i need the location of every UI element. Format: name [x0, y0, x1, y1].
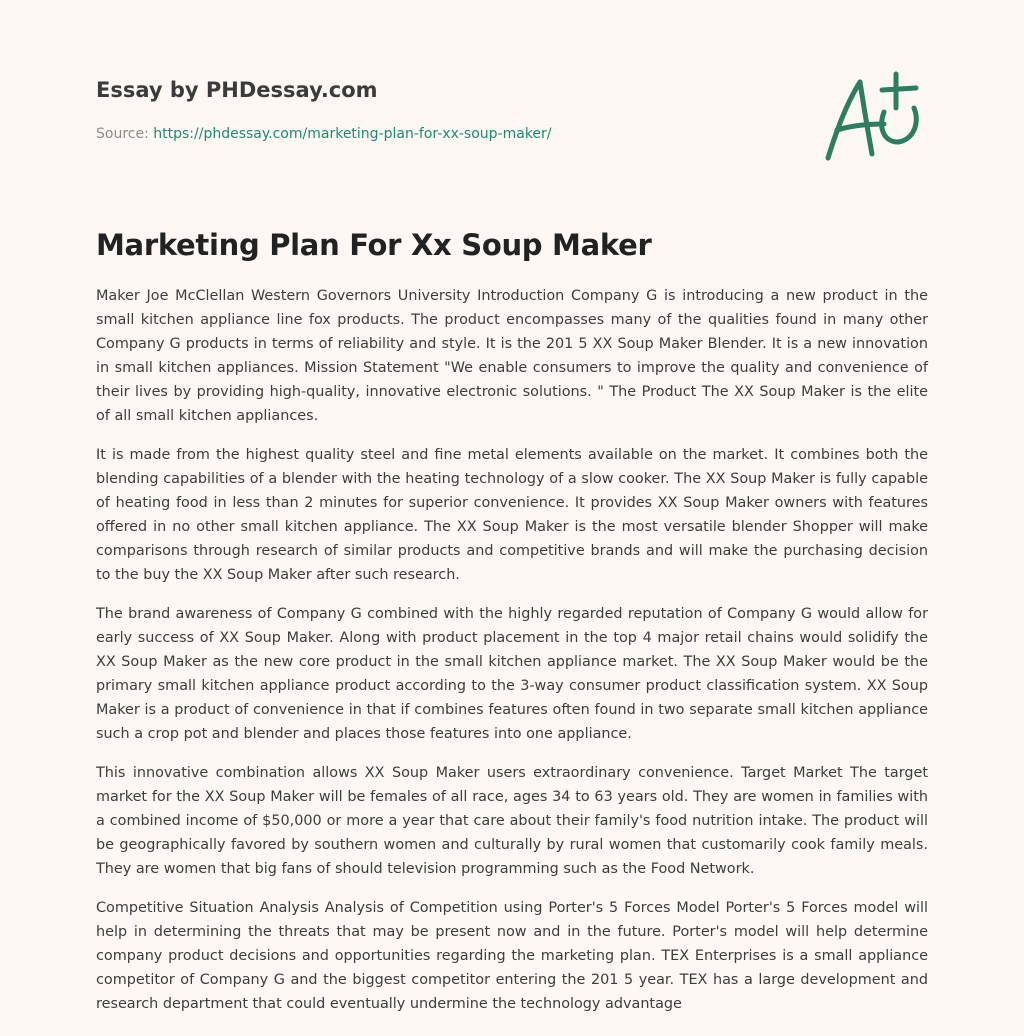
essay-paragraph: Competitive Situation Analysis Analysis of Competition using Porter's 5 Forces Model Porter's 5 Forces model will help in determining the threats that may be present now and in the future. Porter's model will help determine company product decisions and opportunities regarding the marketing plan. TEX Enterprises is a small appliance competitor of Company G and the biggest competitor entering the 201 5 year. TEX has a large development and research department that could eventually undermine the technology advantage: [96, 900, 928, 1012]
source-label: Source:: [96, 126, 154, 142]
essay-paragraph: The brand awareness of Company G combined with the highly regarded reputation of Company G would allow for early success of XX Soup Maker. Along with product placement in the top 4 major retail chains would solidify the XX Soup Maker as the new core product in the small kitchen appliance market. The XX Soup Maker would be the primary small kitchen appliance product according to the 3-way consumer product classification system. XX Soup Maker is a product of convenience in that if combines features often found in two separate small kitchen appliance such a crop pot and blender and places those features into one appliance.: [96, 606, 928, 742]
source-link[interactable]: https://phdessay.com/marketing-plan-for-xx-soup-maker/: [153, 126, 552, 142]
essay-paragraph: It is made from the highest quality steel and fine metal elements available on the market. It combines both the blending capabilities of a blender with the heating technology of a slow cooker. The XX Soup Maker is fully capable of heating food in less than 2 minutes for superior convenience. It provides XX Soup Maker owners with features offered in no other small kitchen appliance. The XX Soup Maker is the most versatile blender Shopper will make comparisons through research of similar products and competitive brands and will make the purchasing decision to the buy the XX Soup Maker after such research.: [96, 447, 928, 583]
site-header: [96, 76, 796, 144]
page-title: Marketing Plan For Xx Soup Maker: [96, 228, 652, 262]
a-plus-grade-icon: [822, 68, 926, 164]
essay-paragraph: Maker Joe McClellan Western Governors University Introduction Company G is introducing a new product in the small kitchen appliance line fox products. The product encompasses many of the qualities found in many other Company G products in terms of reliability and style. It is the 201 5 XX Soup Maker Blender. It is a new innovation in small kitchen appliances. Mission Statement "We enable consumers to improve the quality and convenience of their lives by providing high-quality, innovative electronic solutions. " The Product The XX Soup Maker is the elite of all small kitchen appliances.: [96, 288, 928, 424]
source-line: [96, 124, 796, 144]
essay-body: [96, 284, 928, 1031]
site-brand: Essay by PHDessay.com: [96, 78, 378, 102]
essay-paragraph: This innovative combination allows XX Soup Maker users extraordinary convenience. Target Market The target market for the XX Soup Maker will be females of all race, ages 34 to 63 years old. They are women in families with a combined income of $50,000 or more a year that care about their family's food nutrition intake. The product will be geographically favored by southern women and culturally by rural women that customarily cook family meals. They are women that big fans of should television programming such as the Food Network.: [96, 765, 928, 877]
